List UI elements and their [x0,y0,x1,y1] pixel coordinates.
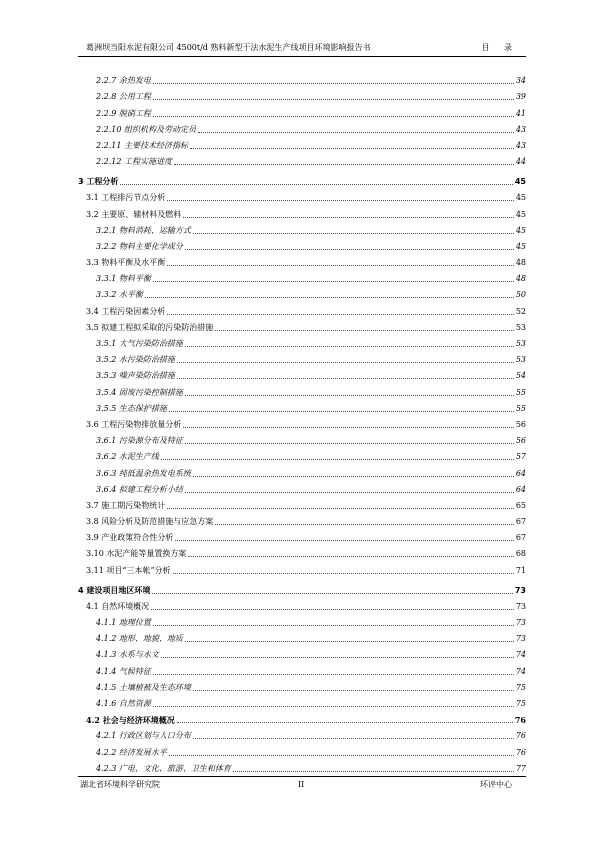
toc-entry-page: 41 [515,108,526,118]
toc-entry[interactable] [78,660,526,676]
toc-entry-label: 3.1 工程排污节点分析 [86,193,166,203]
toc-entry-page: 45 [515,193,526,203]
toc-entry-label: 3.2 主要原、辅材料及燃料 [86,209,182,219]
toc-leader-dots [215,524,514,525]
toc-entry-label: 3.7 施工期污染物统计 [86,500,166,510]
toc-entry-page: 50 [515,290,526,300]
toc-entry[interactable] [78,70,526,86]
toc-entry-label: 3 工程分析 [78,177,119,187]
toc-entry-label: 3.6.2 水泥生产线 [96,452,159,462]
toc-entry-label: 3.5 拟建工程拟采取的污染防治措施 [86,322,214,332]
toc-leader-dots [185,249,514,250]
toc-entry-page: 45 [515,241,526,251]
toc-entry-label: 3.5.4 固废污染控制措施 [96,387,183,397]
toc-entry-page: 71 [515,565,526,575]
toc-entry[interactable] [78,709,526,725]
toc-entry-page: 74 [515,666,526,676]
toc-entry[interactable] [78,398,526,414]
document-title: 葛洲坝当阳水泥有限公司 4500t/d 熟料新型干法水泥生产线项目环境影响报告书 [86,43,371,52]
toc-leader-dots [120,184,513,185]
toc-entry-page: 76 [514,715,526,726]
toc-entry-page: 73 [515,634,526,644]
toc-entry-page: 34 [515,76,526,86]
table-of-contents [78,70,526,774]
toc-entry-label: 4.1.3 水系与水文 [96,650,159,660]
toc-entry[interactable] [78,119,526,135]
toc-entry-page: 45 [514,177,526,187]
toc-entry[interactable] [78,628,526,644]
toc-leader-dots [193,233,514,234]
toc-entry-label: 3.8 风险分析及防范措施与应急方案 [86,517,214,527]
toc-leader-dots [185,492,514,493]
toc-entry-label: 4.1.6 自然资源 [96,698,151,708]
toc-leader-dots [169,755,514,756]
toc-entry-label: 2.2.7 余热发电 [96,76,151,86]
toc-leader-dots [183,217,514,218]
toc-entry-page: 68 [515,549,526,559]
toc-entry-label: 4.1.2 地形、地貌、地质 [96,634,183,644]
toc-entry-label: 3.6.3 纯低温余热发电系统 [96,468,191,478]
toc-entry[interactable] [78,349,526,365]
footer-institute: 湖北省环境科学研究院 [80,780,160,789]
toc-leader-dots [153,99,514,100]
toc-leader-dots [174,164,514,165]
toc-leader-dots [175,540,514,541]
toc-entry-page: 75 [515,682,526,692]
toc-entry[interactable] [78,333,526,349]
toc-entry[interactable] [78,86,526,102]
toc-entry-label: 3.2.2 物料主要化学成分 [96,241,183,251]
toc-entry[interactable] [78,414,526,430]
toc-leader-dots [151,609,514,610]
toc-leader-dots [185,443,514,444]
toc-entry-page: 53 [515,355,526,365]
toc-entry[interactable] [78,559,526,575]
toc-entry[interactable] [78,300,526,316]
toc-entry[interactable] [78,268,526,284]
toc-entry[interactable] [78,758,526,774]
toc-leader-dots [167,508,514,509]
toc-entry-page: 43 [515,124,526,134]
toc-entry-label: 3.2.1 物料消耗、运输方式 [96,225,191,235]
toc-entry-page: 55 [515,403,526,413]
toc-leader-dots [215,330,514,331]
toc-leader-dots [152,593,513,594]
toc-entry-label: 3.5.3 噪声染防治措施 [96,371,175,381]
toc-leader-dots [153,281,514,282]
toc-entry[interactable] [78,725,526,741]
toc-entry-label: 4.2.1 行政区划与人口分布 [96,731,191,741]
toc-entry-label: 2.2.12 工程实施进度 [96,157,172,167]
toc-entry-label: 3.10 水泥产能等量置换方案 [86,549,187,559]
toc-entry-label: 2.2.8 公用工程 [96,92,151,102]
toc-entry[interactable] [78,203,526,219]
toc-entry[interactable] [78,187,526,203]
toc-entry-page: 76 [515,747,526,757]
toc-entry-page: 73 [514,585,526,595]
toc-leader-dots [193,690,514,691]
toc-entry-label: 3.4 工程污染因素分析 [86,306,166,316]
toc-entry-page: 77 [515,763,526,773]
toc-entry-page: 76 [515,731,526,741]
toc-entry-page: 39 [515,92,526,102]
toc-entry[interactable] [78,317,526,333]
toc-leader-dots [153,706,514,707]
toc-entry[interactable] [78,135,526,151]
toc-entry-page: 67 [515,517,526,527]
toc-entry-page: 75 [515,698,526,708]
toc-entry-label: 4.1.1 地理位置 [96,618,151,627]
toc-leader-dots [185,395,514,396]
toc-entry-label: 3.5.5 生态保护措施 [96,403,167,413]
toc-entry[interactable] [78,365,526,381]
toc-leader-dots [177,722,513,723]
toc-leader-dots [161,459,514,460]
toc-entry[interactable] [78,446,526,462]
toc-entry[interactable] [78,167,526,187]
toc-entry[interactable] [78,102,526,118]
toc-entry[interactable] [78,511,526,527]
toc-entry[interactable] [78,612,526,628]
toc-entry-page: 48 [515,274,526,284]
toc-entry[interactable] [78,677,526,693]
toc-entry-page: 67 [515,533,526,543]
toc-entry-label: 3.11 项目“三本帐”分析 [86,565,171,575]
toc-entry-page: 53 [515,322,526,332]
toc-entry-page: 55 [515,387,526,397]
toc-entry[interactable] [78,479,526,495]
toc-entry-page: 57 [515,452,526,462]
toc-entry-page: 52 [515,306,526,316]
toc-entry-label: 3.3.1 物料平衡 [96,274,151,284]
toc-entry-page: 65 [515,500,526,510]
toc-leader-dots [145,297,514,298]
toc-entry[interactable] [78,543,526,559]
header-rule [78,56,526,57]
footer-rule [78,776,526,777]
toc-entry-label: 4.2.2 经济发展水平 [96,747,167,757]
toc-leader-dots [190,148,514,149]
toc-entry-label: 4.2.3 广电、文化、旅游、卫生和体育 [96,763,231,773]
toc-entry[interactable] [78,220,526,236]
toc-entry-label: 4.1.4 气候特征 [96,666,151,676]
toc-entry-label: 3.6.1 污染源分布及特征 [96,436,183,446]
toc-entry-label: 4.2 社会与经济环境概况 [86,715,175,726]
toc-leader-dots [177,362,514,363]
toc-entry[interactable] [78,495,526,511]
toc-entry[interactable] [78,527,526,543]
toc-leader-dots [169,411,514,412]
toc-leader-dots [173,573,514,574]
toc-entry-page: 64 [515,484,526,494]
toc-leader-dots [233,771,514,772]
toc-entry[interactable] [78,151,526,167]
toc-entry-page: 64 [515,468,526,478]
toc-entry[interactable] [78,576,526,596]
toc-entry[interactable] [78,430,526,446]
page-footer [78,779,526,791]
toc-entry-page: 73 [515,601,526,611]
toc-leader-dots [153,674,514,675]
toc-entry[interactable] [78,381,526,397]
toc-leader-dots [193,476,514,477]
toc-leader-dots [167,265,514,266]
toc-entry-label: 2.2.10 组织机构及劳动定员 [96,124,196,134]
toc-entry-page: 73 [515,618,526,627]
toc-entry-page: 44 [515,157,526,167]
toc-leader-dots [183,427,514,428]
toc-entry[interactable] [78,284,526,300]
toc-entry-label: 4.1.5 土壤植被及生态环境 [96,682,191,692]
toc-entry[interactable] [78,693,526,709]
toc-entry-label: 3.3 物料平衡及水平衡 [86,258,166,268]
toc-leader-dots [167,200,514,201]
toc-entry[interactable] [78,462,526,478]
toc-leader-dots [198,132,514,133]
toc-leader-dots [153,83,514,84]
toc-entry[interactable] [78,644,526,660]
toc-entry-label: 3.5.1 大气污染防治措施 [96,339,183,348]
toc-entry-page: 45 [515,209,526,219]
toc-entry-page: 56 [515,419,526,429]
toc-entry-label: 3.6 工程污染物排放量分析 [86,419,182,429]
toc-leader-dots [188,556,513,557]
footer-department: 环评中心 [480,780,512,789]
toc-leader-dots [153,625,514,626]
toc-entry[interactable] [78,252,526,268]
toc-entry[interactable] [78,741,526,757]
toc-entry-label: 3.6.4 拟建工程分析小结 [96,484,183,494]
toc-leader-dots [161,657,514,658]
toc-leader-dots [153,116,514,117]
toc-entry-label: 2.2.11 主要技术经济指标 [96,140,188,150]
toc-entry[interactable] [78,236,526,252]
toc-entry-label: 3.3.2 水平衡 [96,290,143,300]
toc-entry-page: 74 [515,650,526,660]
toc-leader-dots [193,738,514,739]
toc-entry-label: 3.5.2 水污染防治措施 [96,355,175,365]
toc-entry-page: 45 [515,225,526,235]
toc-entry-label: 2.2.9 脱硝工程 [96,108,151,118]
toc-entry-page: 56 [515,436,526,446]
toc-entry-page: 54 [515,371,526,381]
toc-entry-page: 53 [515,339,526,348]
toc-leader-dots [185,346,514,347]
page-header [78,41,526,55]
toc-leader-dots [167,314,514,315]
toc-entry[interactable] [78,596,526,612]
toc-entry-label: 4.1 自然环境概况 [86,601,150,611]
page-number: II [298,780,305,789]
section-label: 目 录 [481,43,518,52]
toc-leader-dots [185,641,514,642]
toc-entry-label: 3.9 产业政策符合性分析 [86,533,174,543]
toc-entry-label: 4 建设项目地区环境 [78,585,151,595]
toc-entry-page: 48 [515,258,526,268]
toc-entry-page: 43 [515,140,526,150]
toc-leader-dots [177,378,514,379]
